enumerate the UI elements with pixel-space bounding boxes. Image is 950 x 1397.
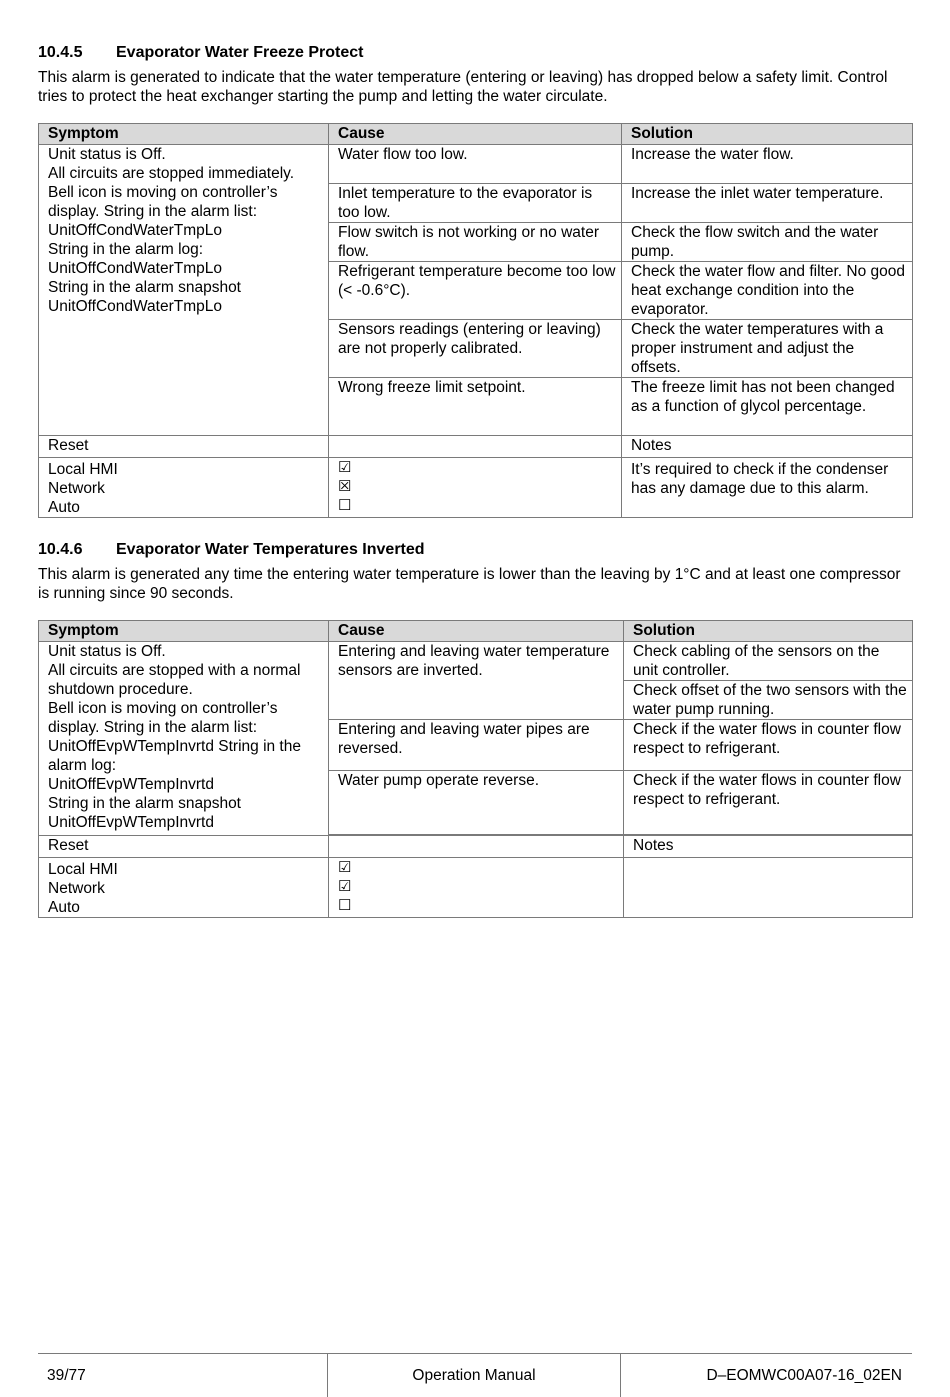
- symptom-cell: [39, 145, 329, 436]
- footer-document-title: Operation Manual: [328, 1354, 621, 1397]
- header-symptom: Symptom: [39, 124, 329, 145]
- solution-cell: Check cabling of the sensors on the unit controller.: [624, 642, 913, 681]
- cause-cell: Sensors readings (entering or leaving) are not properly calibrated.: [329, 320, 622, 378]
- symptom-line: String in the alarm log:: [48, 241, 204, 258]
- solution-cell: Check the water flow and filter. No good heat exchange condition into the evaporator.: [622, 262, 913, 320]
- empty-cell: [329, 836, 624, 858]
- cause-cell: Inlet temperature to the evaporator is too low.: [329, 184, 622, 223]
- cause-cell: Flow switch is not working or no water flow.: [329, 223, 622, 262]
- symptom-line: Unit status is Off.: [48, 643, 166, 660]
- section-intro: This alarm is generated any time the entering water temperature is lower than the leaving by 1°C and at least one compressor is running since 90 seconds.: [38, 566, 901, 602]
- reset-label: Reset: [39, 836, 329, 858]
- symptom-cell: [39, 642, 329, 836]
- table-header-row: [39, 124, 913, 145]
- section-intro: This alarm is generated to indicate that the water temperature (entering or leaving) has dropped below a safety limit. Control tries to protect the heat exchanger starting the pump and letting the water circulate.: [38, 69, 888, 105]
- solution-cell: The freeze limit has not been changed as a function of glycol percentage.: [622, 378, 913, 436]
- reset-options-cell: [39, 458, 329, 518]
- solution-cell: Check the flow switch and the water pump.: [622, 223, 913, 262]
- header-solution: Solution: [622, 124, 913, 145]
- section-heading-freeze-protect: [38, 43, 363, 63]
- empty-box-icon: ☐: [338, 497, 352, 514]
- section-number: 10.4.6: [38, 541, 83, 558]
- solution-cell: Check if the water flows in counter flow respect to refrigerant.: [624, 720, 913, 771]
- symptom-line: All circuits are stopped immediately.: [48, 165, 295, 182]
- symptom-line: String in the alarm snapshot: [48, 795, 241, 812]
- symptom-line: UnitOffEvpWTempInvrtd: [48, 814, 214, 831]
- checked-box-icon: ☑: [338, 859, 352, 876]
- symptom-line: Bell icon is moving on controller’s display. String in the alarm list:: [48, 700, 278, 736]
- header-cause: Cause: [329, 621, 624, 642]
- reset-option-auto: Auto: [48, 499, 80, 516]
- footer-document-code: D–EOMWC00A07-16_02EN: [706, 1367, 902, 1384]
- reset-option-local-hmi: Local HMI: [48, 861, 118, 878]
- reset-option-network: Network: [48, 480, 105, 497]
- notes-label: Notes: [622, 436, 913, 458]
- reset-option-auto: Auto: [48, 899, 80, 916]
- header-solution: Solution: [624, 621, 913, 642]
- crossed-box-icon: ☒: [338, 478, 352, 495]
- empty-box-icon: ☐: [338, 897, 352, 914]
- section-title: Evaporator Water Freeze Protect: [116, 44, 364, 61]
- header-cause: Cause: [329, 124, 622, 145]
- solution-cell: Check if the water flows in counter flow respect to refrigerant.: [624, 771, 913, 835]
- reset-header-row: [39, 436, 913, 458]
- reset-options-row: [39, 458, 913, 518]
- reset-header-row: [39, 836, 913, 858]
- cause-cell: Entering and leaving water pipes are reversed.: [329, 720, 624, 771]
- reset-checks-cell: [329, 858, 624, 918]
- section-title: Evaporator Water Temperatures Inverted: [116, 541, 425, 558]
- solution-cell: Increase the water flow.: [622, 145, 913, 184]
- symptom-line: UnitOffCondWaterTmpLo: [48, 298, 223, 315]
- symptom-line: UnitOffCondWaterTmpLo: [48, 222, 223, 239]
- symptom-line: String in the alarm snapshot: [48, 279, 241, 296]
- cause-cell: Refrigerant temperature become too low (< -0.6°C).: [329, 262, 622, 320]
- symptom-line: UnitOffEvpWTempInvrtd: [48, 776, 214, 793]
- solution-cell: Increase the inlet water temperature.: [622, 184, 913, 223]
- notes-cell: [624, 858, 913, 918]
- cause-cell: Water flow too low.: [329, 145, 622, 184]
- symptom-line: UnitOffEvpWTempInvrtd String in the alarm log:: [48, 738, 301, 774]
- symptom-line: Unit status is Off.: [48, 146, 166, 163]
- symptom-line: UnitOffCondWaterTmpLo: [48, 260, 223, 277]
- footer-page-number: 39/77: [38, 1354, 328, 1397]
- notes-label: Notes: [624, 836, 913, 858]
- cause-cell: Entering and leaving water temperature sensors are inverted.: [329, 642, 624, 720]
- alarm-table-freeze-protect: [38, 123, 913, 518]
- section-heading-temperatures-inverted: [38, 540, 425, 560]
- page-footer: [38, 1353, 912, 1397]
- reset-options-row: [39, 858, 913, 918]
- alarm-table-temperatures-inverted: [38, 620, 913, 918]
- notes-cell: It’s required to check if the condenser has any damage due to this alarm.: [622, 458, 913, 518]
- checked-box-icon: ☑: [338, 459, 352, 476]
- solution-cell: Check offset of the two sensors with the water pump running.: [624, 681, 913, 720]
- symptom-line: Bell icon is moving on controller’s display. String in the alarm list:: [48, 184, 278, 220]
- solution-cell: Check the water temperatures with a proper instrument and adjust the offsets.: [622, 320, 913, 378]
- header-symptom: Symptom: [39, 621, 329, 642]
- table-row: [39, 145, 913, 184]
- checked-box-icon: ☑: [338, 878, 352, 895]
- table-header-row: [39, 621, 913, 642]
- reset-options-cell: [39, 858, 329, 918]
- reset-label: Reset: [39, 436, 329, 458]
- reset-option-network: Network: [48, 880, 105, 897]
- cause-cell: Wrong freeze limit setpoint.: [329, 378, 622, 436]
- reset-checks-cell: [329, 458, 622, 518]
- empty-cell: [329, 436, 622, 458]
- reset-option-local-hmi: Local HMI: [48, 461, 118, 478]
- cause-cell: Water pump operate reverse.: [329, 771, 624, 835]
- table-row: [39, 642, 913, 681]
- section-number: 10.4.5: [38, 44, 83, 61]
- symptom-line: All circuits are stopped with a normal shutdown procedure.: [48, 662, 301, 698]
